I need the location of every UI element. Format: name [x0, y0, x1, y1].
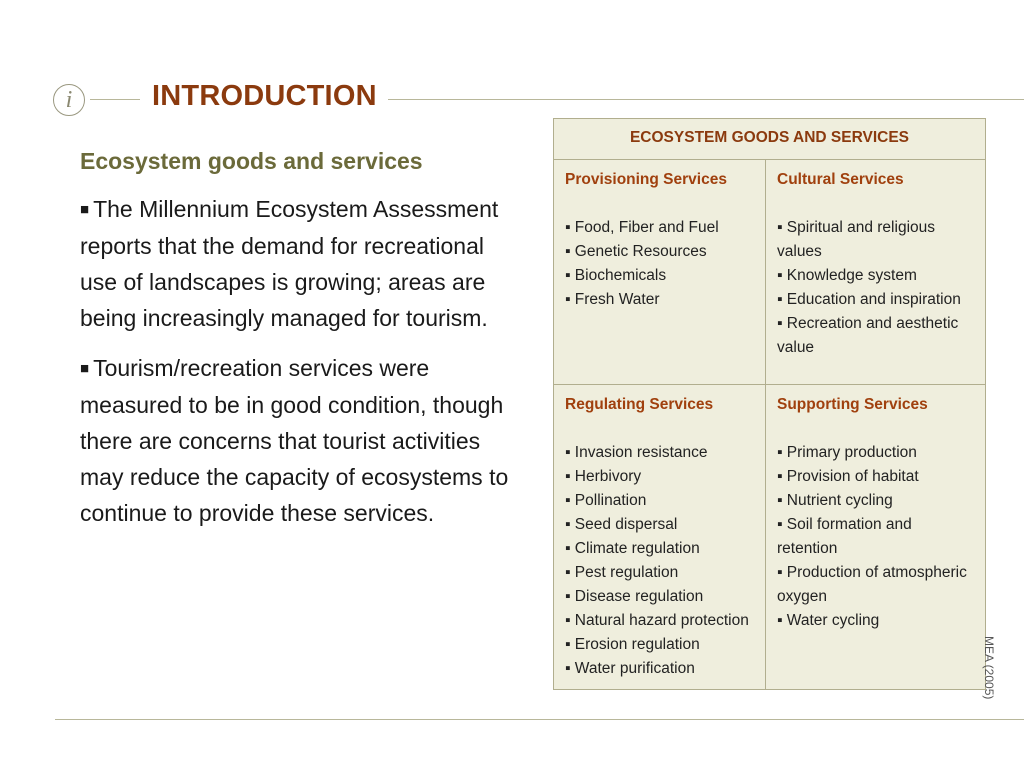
cell-item: ▪ Invasion resistance: [565, 444, 708, 461]
cell-item: ▪ Water cycling: [777, 612, 880, 629]
footer-rule: [55, 719, 1024, 720]
cell-item: ▪ Production of atmospheric oxygen: [777, 564, 967, 605]
paragraph-1: [80, 191, 520, 336]
cell-item: ▪ Seed dispersal: [565, 516, 678, 533]
table-title: ECOSYSTEM GOODS AND SERVICES: [554, 119, 986, 160]
source-citation: MEA (2005): [982, 636, 996, 700]
left-column: [80, 145, 520, 545]
cell-item: ▪ Genetic Resources: [565, 243, 707, 260]
paragraph-2: [80, 350, 520, 531]
cell-title: Provisioning Services: [565, 171, 727, 188]
slide-title: INTRODUCTION: [152, 80, 377, 112]
cell-regulating: [554, 385, 766, 690]
cell-item: ▪ Climate regulation: [565, 540, 700, 557]
cell-item: ▪ Biochemicals: [565, 267, 667, 284]
cell-title: Supporting Services: [777, 396, 928, 413]
cell-supporting: [766, 385, 986, 690]
cell-item: ▪ Spiritual and religious values: [777, 219, 935, 260]
cell-item: ▪ Pollination: [565, 492, 647, 509]
paragraph-text: The Millennium Ecosystem Assessment reports that the demand for recreational use of landscapes is growing; areas are being increasingly managed for tourism.: [80, 196, 499, 331]
bullet-icon: ■: [80, 360, 90, 377]
cell-title: Regulating Services: [565, 396, 714, 413]
cell-item: ▪ Knowledge system: [777, 267, 917, 284]
cell-title: Cultural Services: [777, 171, 904, 188]
cell-item: ▪ Provision of habitat: [777, 468, 919, 485]
cell-item: ▪ Primary production: [777, 444, 917, 461]
header-rule-right: [388, 99, 1024, 100]
cell-item: ▪ Fresh Water: [565, 291, 660, 308]
cell-item: ▪ Education and inspiration: [777, 291, 961, 308]
cell-item: ▪ Food, Fiber and Fuel: [565, 219, 719, 236]
cell-provisioning: [554, 160, 766, 385]
cell-item-list: [777, 441, 975, 633]
cell-item: ▪ Erosion regulation: [565, 636, 700, 653]
cell-item: ▪ Water purification: [565, 660, 695, 677]
cell-item: ▪ Natural hazard protection: [565, 612, 749, 629]
header-rule-left: [90, 99, 140, 100]
bullet-icon: ■: [80, 201, 90, 218]
cell-item: ▪ Herbivory: [565, 468, 642, 485]
ecosystem-services-table: [553, 118, 986, 690]
cell-item-list: [565, 441, 755, 681]
cell-item-list: [565, 216, 755, 312]
cell-item: ▪ Disease regulation: [565, 588, 704, 605]
info-icon: i: [53, 84, 85, 116]
section-subheading: Ecosystem goods and services: [80, 148, 423, 174]
cell-item: ▪ Nutrient cycling: [777, 492, 893, 509]
cell-cultural: [766, 160, 986, 385]
paragraph-text: Tourism/recreation services were measured to be in good condition, though there are concerns that tourist activities may reduce the capacity of ecosystems to continue to provide these services.: [80, 355, 509, 526]
cell-item: ▪ Recreation and aesthetic value: [777, 315, 959, 356]
cell-item: ▪ Pest regulation: [565, 564, 679, 581]
cell-item-list: [777, 216, 975, 360]
cell-item: ▪ Soil formation and retention: [777, 516, 912, 557]
